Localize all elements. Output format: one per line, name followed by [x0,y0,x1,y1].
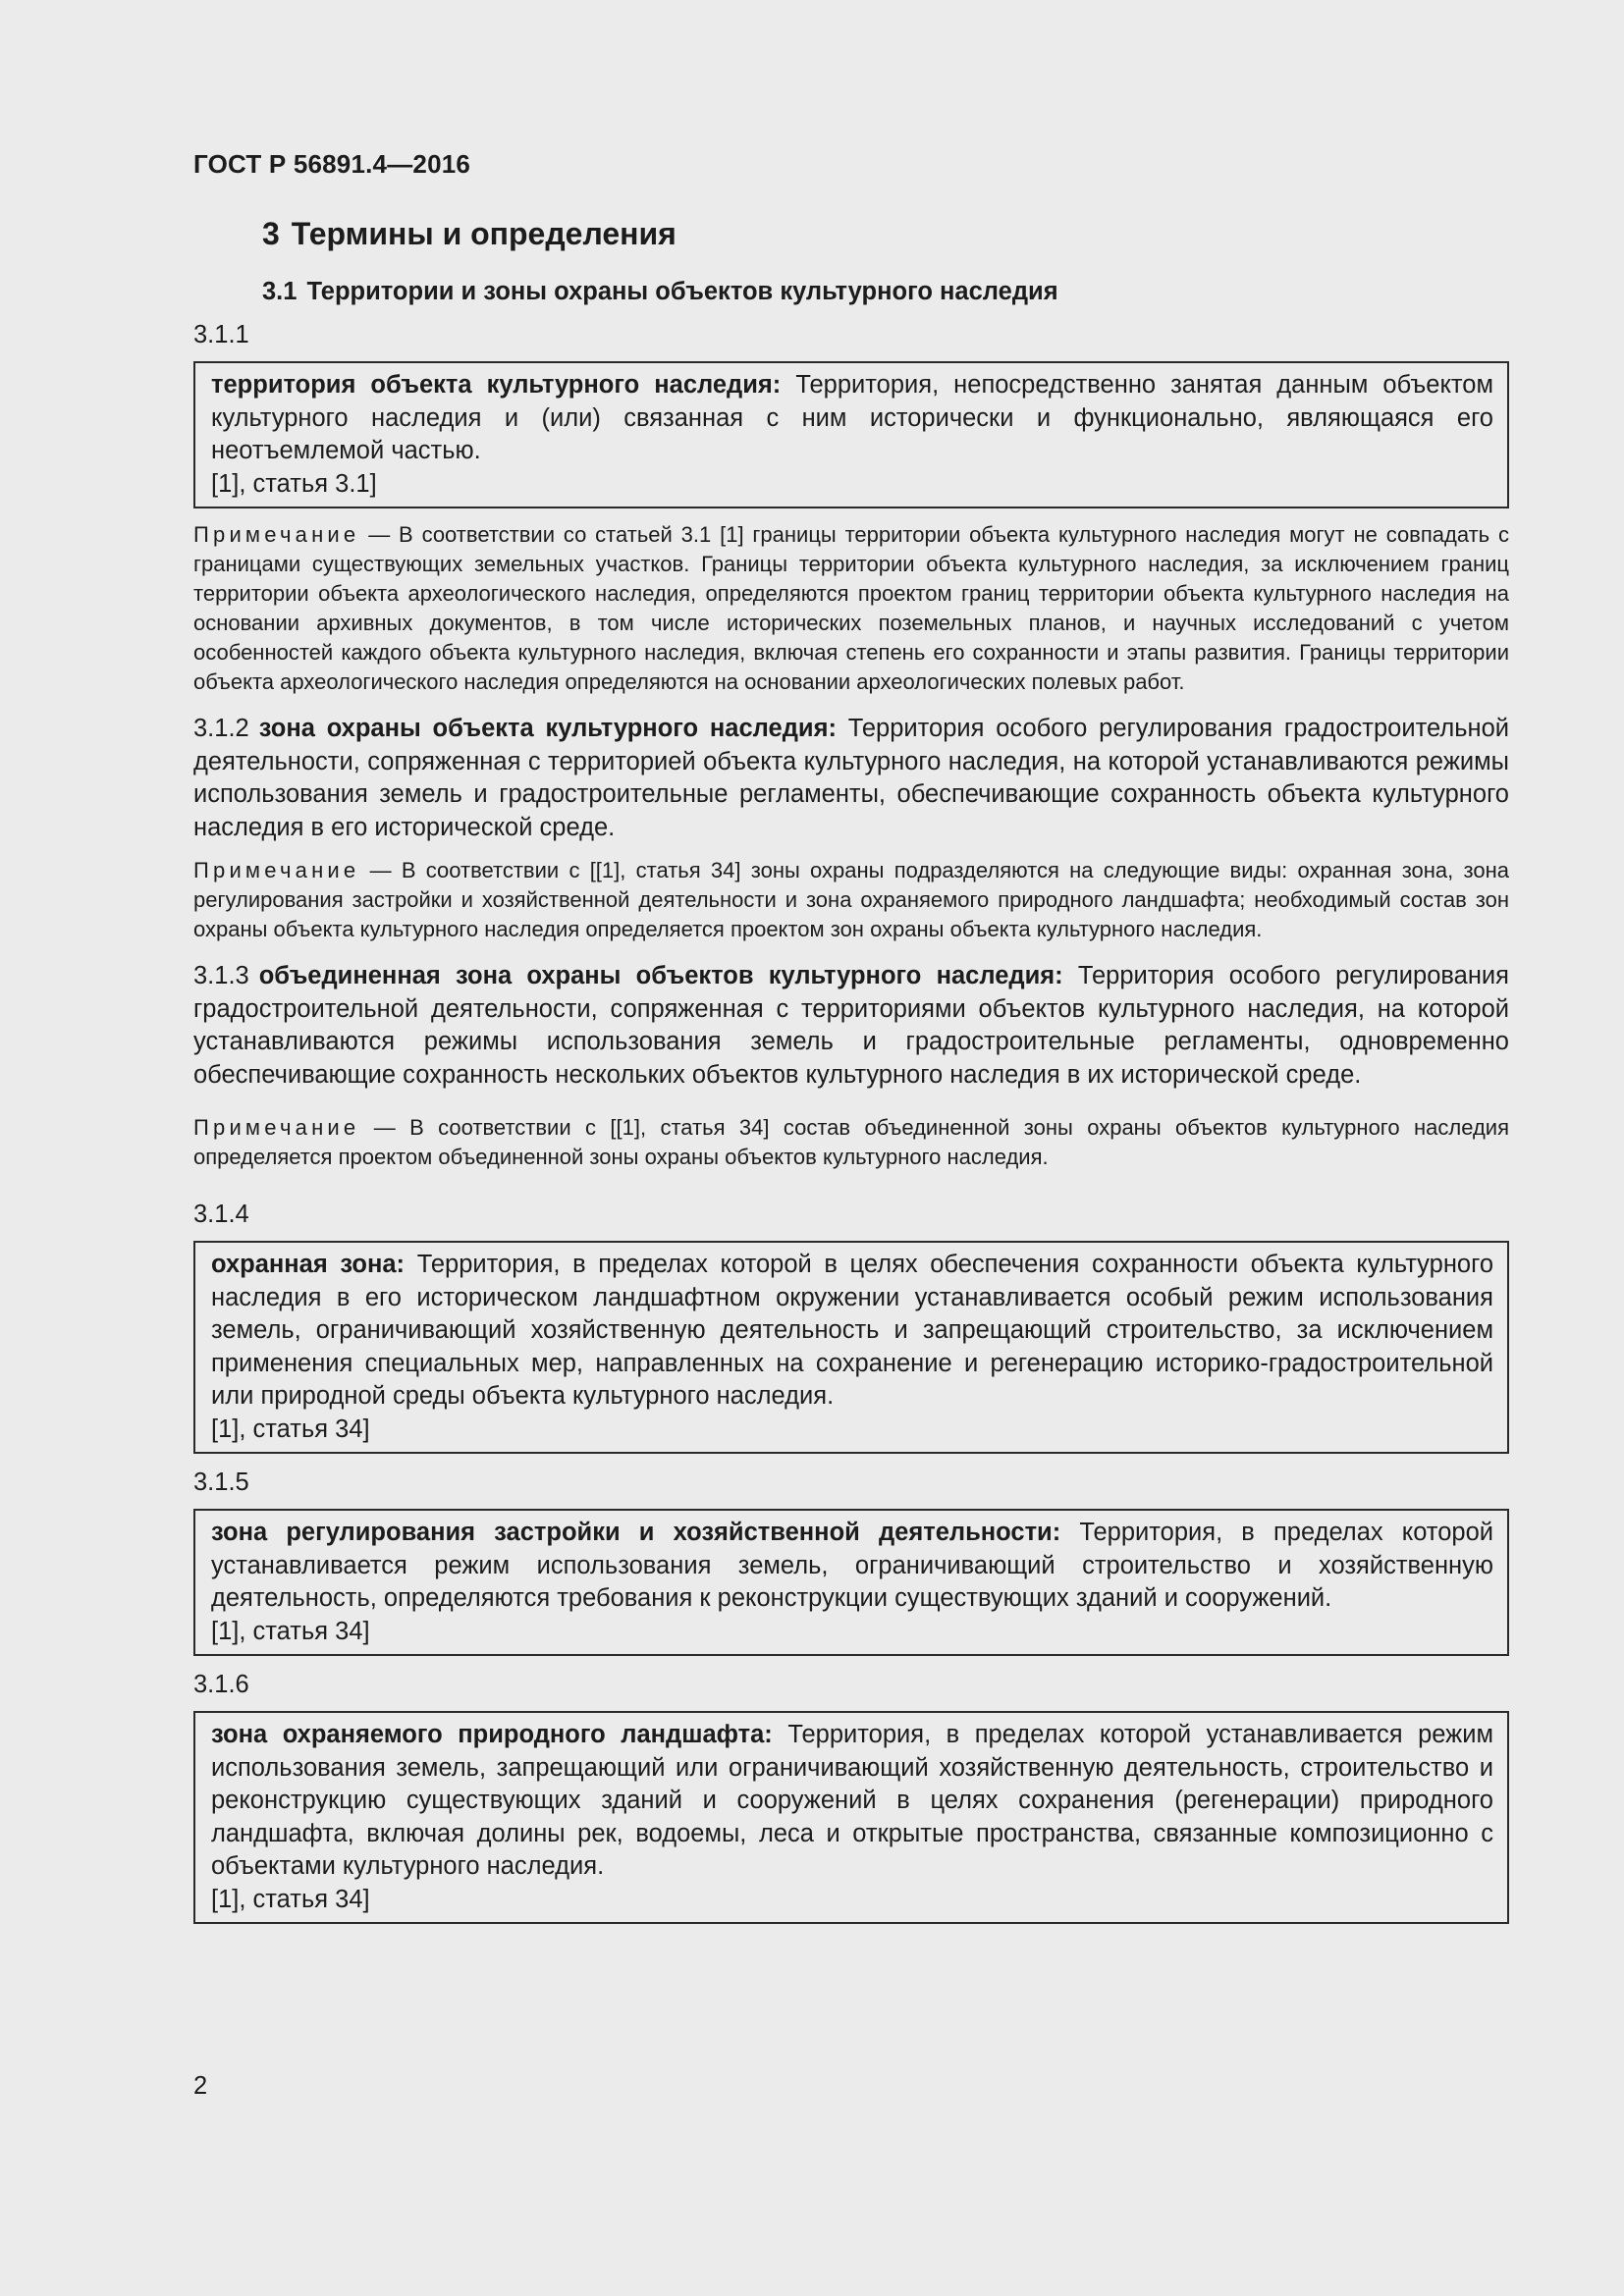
term-definition: Территория, в пределах которой в целях обеспечения сохранности объекта культурного наследия в его историческом ландшафтном окружении устанавливается особый режим использования земель, ограничивающий хозяйственную деятельность и запрещающий строительство, за исключением применения специальных мер, направленных на сохранение и регенерацию историко-градостроительной или природной среды объекта культурного наследия. [211,1251,1494,1410]
term-box-3-1-4 [193,1241,1509,1454]
term-name: зона регулирования застройки и хозяйственной деятельности: [211,1519,1061,1546]
term-name: территория объекта культурного наследия: [211,371,782,399]
term-definition: Территория, в пределах которой устанавливается режим использования земель, ограничивающий строительство и хозяйственную деятельность, определяются требования к реконструкции существующих зданий и сооружений. [211,1519,1493,1612]
section-number: 3 [262,216,280,251]
note-label: Примечание [193,1115,360,1140]
term-definition: Территория особого регулирования градостроительной деятельности, сопряженная с территорией объекта культурного наследия, на которой устанавливаются режимы использования земель и градостроительные регламенты, обеспечивающие сохранность объекта культурного наследия в его исторической среде. [193,715,1509,841]
term-definition: Территория, в пределах которой устанавливается режим использования земель, запрещающий или ограничивающий хозяйственную деятельность, строительство и реконструкцию существующих зданий и сооружений в целях сохранения (регенерации) природного ландшафта, включая долины рек, водоемы, леса и открытые пространства, связанные композиционно с объектами культурного наследия. [211,1721,1493,1880]
note-3-1-2 [193,856,1509,944]
note-3-1-3 [193,1113,1509,1172]
term-source: [1], статья 34] [211,1885,370,1913]
section-title-text: Термины и определения [291,216,677,251]
note-label: Примечание [193,522,360,547]
term-box-3-1-5 [193,1509,1509,1656]
term-number-3-1-2: 3.1.2 [193,715,249,742]
term-number-3-1-6: 3.1.6 [193,1671,249,1698]
document-page [193,147,1509,1936]
term-source: [1], статья 34] [211,1617,370,1645]
term-name: зона охраняемого природного ландшафта: [211,1721,773,1748]
term-name: объединенная зона охраны объектов культурного наследия: [258,962,1063,989]
term-number-3-1-3: 3.1.3 [193,962,249,989]
term-name: охранная зона: [211,1251,406,1278]
note-label: Примечание [193,858,360,882]
term-box-3-1-1 [193,361,1509,508]
document-code: ГОСТ Р 56891.4—2016 [193,149,471,179]
term-source: [1], статья 34] [211,1415,370,1443]
section-title [262,214,1509,253]
term-name: зона охраны объекта культурного наследия: [258,715,837,742]
page-number: 2 [193,2072,208,2100]
term-paragraph-3-1-3 [193,960,1509,1092]
note-text: — В соответствии с [[1], статья 34] зоны охраны подразделяются на следующие виды: охранная зона, зона регулирования застройки и хозяйственной деятельности и зона охраняемого природного ландшафта; необходимый состав зон охраны объекта культурного наследия определяется проектом зон охраны объекта культурного наследия. [193,858,1509,941]
term-number-3-1-4: 3.1.4 [193,1201,249,1228]
note-text: — В соответствии с [[1], статья 34] состав объединенной зоны охраны объектов культурного наследия определяется проектом объединенной зоны охраны объектов культурного наследия. [193,1115,1509,1169]
term-definition: Территория особого регулирования градостроительной деятельности, сопряженная с территориями объектов культурного наследия, на которой устанавливаются режимы использования земель и градостроительные регламенты, одновременно обеспечивающие сохранность нескольких объектов культурного наследия в их исторической среде. [193,962,1509,1089]
subsection-number: 3.1 [262,278,298,305]
term-box-3-1-6 [193,1711,1509,1924]
term-paragraph-3-1-2 [193,713,1509,844]
term-definition: Территория, непосредственно занятая данным объектом культурного наследия и (или) связанная с ним исторически и функционально, являющаяся его неотъемлемой частью. [211,371,1493,464]
term-number-3-1-5: 3.1.5 [193,1468,249,1496]
term-number-3-1-1: 3.1.1 [193,321,249,348]
subsection-title [262,275,1509,308]
note-text: — В соответствии со статьей 3.1 [1] границы территории объекта культурного наследия могут не совпадать с границами существующих земельных участков. Границы территории объекта культурного наследия, за исключением границ территории объекта археологического наследия, определяются проектом границ территории объекта культурного наследия на основании архивных документов, в том числе исторических поземельных планов, и научных исследований с учетом особенностей каждого объекта культурного наследия, включая степень его сохранности и этапы развития. Границы территории объекта археологического наследия определяются на основании археологических полевых работ. [193,522,1509,694]
subsection-title-text: Территории и зоны охраны объектов культурного наследия [306,278,1058,305]
term-source: [1], статья 3.1] [211,469,377,498]
note-3-1-1 [193,520,1509,697]
